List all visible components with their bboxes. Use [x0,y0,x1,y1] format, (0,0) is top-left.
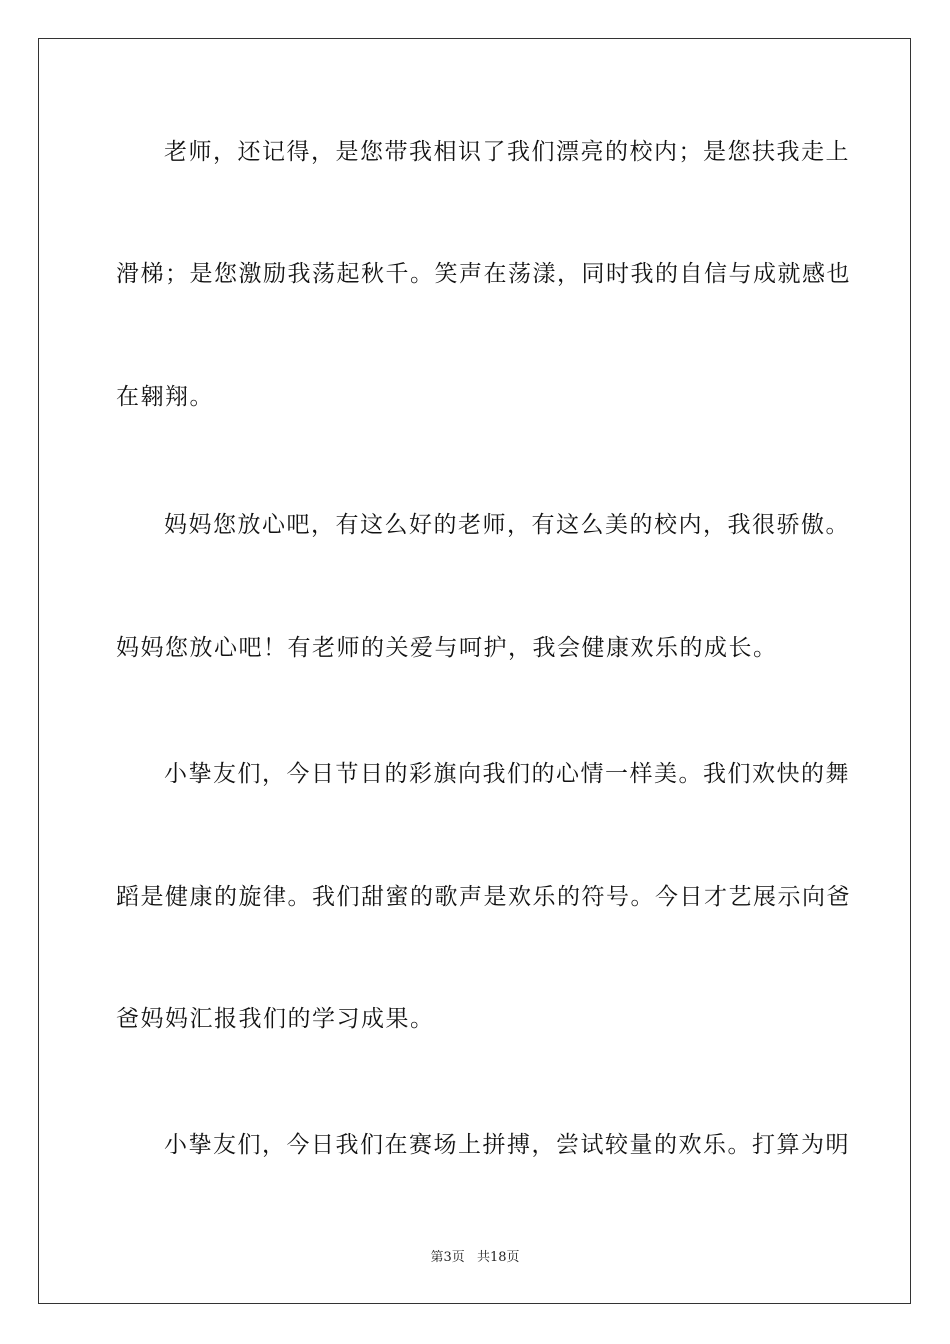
paragraph-4-line-1: 小挚友们，今日我们在赛场上拼搏，尝试较量的欢乐。打算为明 [164,1132,850,1158]
page-number: 第3页 [430,1250,465,1265]
paragraph-1-line-3: 在翱翔。 [116,384,214,410]
paragraph-1-line-2: 滑梯；是您激励我荡起秋千。笑声在荡漾，同时我的自信与成就感也 [116,261,851,287]
page-footer [0,1246,950,1265]
paragraph-2-line-1: 妈妈您放心吧，有这么好的老师，有这么美的校内，我很骄傲。 [164,512,850,538]
paragraph-3-line-1: 小挚友们，今日节日的彩旗向我们的心情一样美。我们欢快的舞 [164,761,850,787]
paragraph-1-line-1: 老师，还记得，是您带我相识了我们漂亮的校内；是您扶我走上 [164,139,850,165]
page-border [38,38,911,1304]
paragraph-2-line-2: 妈妈您放心吧！有老师的关爱与呵护，我会健康欢乐的成长。 [116,635,778,661]
paragraph-3-line-2: 蹈是健康的旋律。我们甜蜜的歌声是欢乐的符号。今日才艺展示向爸 [116,884,851,910]
paragraph-3-line-3: 爸妈妈汇报我们的学习成果。 [116,1006,435,1032]
page-total: 共18页 [476,1250,520,1265]
